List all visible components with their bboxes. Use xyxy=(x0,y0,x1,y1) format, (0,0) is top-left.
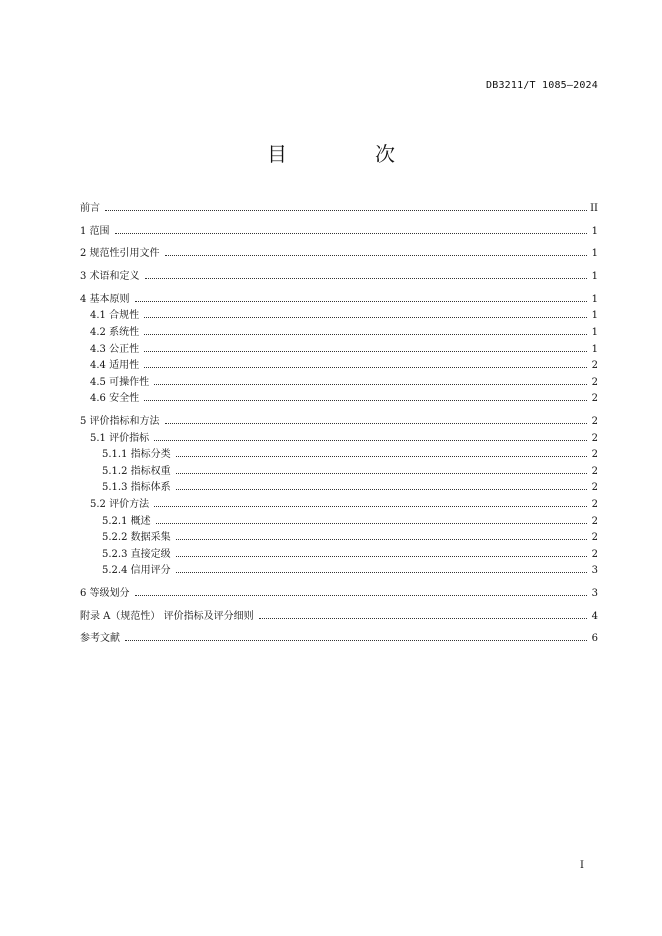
toc-entry-label: 4.5 可操作性 xyxy=(90,376,150,388)
toc-entry-label: 5.1.2 指标权重 xyxy=(102,465,171,477)
toc-leader-dots xyxy=(154,375,587,385)
toc-leader-dots xyxy=(176,530,587,540)
toc-entry-label: 3 术语和定义 xyxy=(80,271,140,283)
document-code: DB3211/T 1085—2024 xyxy=(486,80,598,91)
toc-leader-dots xyxy=(176,563,587,573)
toc-entry-page: 1 xyxy=(591,310,598,322)
toc-entry-label: 5.1 评价指标 xyxy=(90,432,150,444)
toc-leader-dots xyxy=(144,358,587,368)
toc-entry[interactable] xyxy=(80,631,598,648)
toc-entry[interactable] xyxy=(80,547,598,564)
toc-entry-label: 4 基本原则 xyxy=(80,293,130,305)
toc-entry[interactable] xyxy=(80,530,598,547)
toc-entry[interactable] xyxy=(80,447,598,464)
page-number: I xyxy=(580,860,584,871)
toc-leader-dots xyxy=(135,586,587,596)
toc-entry-label: 附录 A（规范性） 评价指标及评分细则 xyxy=(80,610,254,622)
toc-entry-label: 前言 xyxy=(80,203,100,214)
toc-entry-label: 5.2.1 概述 xyxy=(102,515,151,527)
toc-entry-page: 4 xyxy=(591,610,598,622)
toc-entry-page: 3 xyxy=(591,565,598,577)
toc-entry-page: 2 xyxy=(591,432,598,444)
toc-entry-page: 2 xyxy=(591,532,598,544)
toc-entry[interactable] xyxy=(80,464,598,481)
toc-entry-page: 2 xyxy=(591,376,598,388)
toc-leader-dots xyxy=(135,292,587,302)
toc-entry-label: 5.2 评价方法 xyxy=(90,498,150,510)
toc-entry-label: 1 范围 xyxy=(80,225,110,237)
toc-entry[interactable] xyxy=(80,431,598,448)
toc-entry-label: 5.2.2 数据采集 xyxy=(102,532,171,544)
toc-entry-page: 2 xyxy=(591,515,598,527)
toc-entry[interactable] xyxy=(80,246,598,263)
toc-leader-dots xyxy=(144,391,587,401)
toc-entry[interactable] xyxy=(80,497,598,514)
toc-entry[interactable] xyxy=(80,325,598,342)
toc-entry-label: 5.2.4 信用评分 xyxy=(102,565,171,577)
toc-leader-dots xyxy=(259,609,587,619)
toc-entry[interactable] xyxy=(80,586,598,603)
toc-entry[interactable] xyxy=(80,292,598,309)
page-title: 目 次 xyxy=(267,142,429,166)
toc-entry-label: 4.4 适用性 xyxy=(90,360,140,372)
toc-entry-page: 2 xyxy=(591,449,598,461)
toc-entry-page: 2 xyxy=(591,548,598,560)
toc-entry-page: 2 xyxy=(591,393,598,405)
toc-leader-dots xyxy=(176,464,587,474)
toc-entry-label: 5.1.1 指标分类 xyxy=(102,449,171,461)
table-of-contents xyxy=(80,201,598,648)
toc-entry[interactable] xyxy=(80,342,598,359)
toc-entry-label: 4.1 合规性 xyxy=(90,310,140,322)
toc-leader-dots xyxy=(115,224,587,234)
toc-leader-dots xyxy=(145,269,587,279)
toc-leader-dots xyxy=(144,342,587,352)
toc-entry-page: 3 xyxy=(591,588,598,600)
toc-entry[interactable] xyxy=(80,308,598,325)
toc-entry-page: 2 xyxy=(591,416,598,427)
toc-entry-page: 1 xyxy=(591,343,598,355)
toc-entry-page: 2 xyxy=(591,498,598,510)
toc-entry-page: 1 xyxy=(591,225,598,237)
toc-entry-page: 1 xyxy=(591,248,598,260)
toc-entry[interactable] xyxy=(80,563,598,580)
toc-entry-label: 5.1.3 指标体系 xyxy=(102,482,171,494)
toc-entry-label: 6 等级划分 xyxy=(80,588,130,600)
toc-entry[interactable] xyxy=(80,609,598,626)
toc-leader-dots xyxy=(176,447,587,457)
toc-entry[interactable] xyxy=(80,224,598,241)
toc-entry[interactable] xyxy=(80,269,598,286)
toc-entry-page: 1 xyxy=(591,326,598,338)
toc-entry-label: 4.2 系统性 xyxy=(90,326,140,338)
toc-entry[interactable] xyxy=(80,480,598,497)
toc-entry-label: 5 评价指标和方法 xyxy=(80,416,160,427)
toc-leader-dots xyxy=(144,325,587,335)
toc-entry-label: 4.3 公正性 xyxy=(90,343,140,355)
toc-entry-page: 2 xyxy=(591,465,598,477)
toc-entry[interactable] xyxy=(80,391,598,408)
toc-entry-page: 1 xyxy=(591,293,598,305)
toc-leader-dots xyxy=(154,497,587,507)
toc-entry-label: 4.6 安全性 xyxy=(90,393,140,405)
toc-entry[interactable] xyxy=(80,414,598,431)
toc-entry[interactable] xyxy=(80,201,598,218)
toc-entry-page: II xyxy=(590,203,598,214)
toc-leader-dots xyxy=(165,246,587,256)
toc-entry-label: 5.2.3 直接定级 xyxy=(102,548,171,560)
toc-leader-dots xyxy=(125,631,587,641)
toc-leader-dots xyxy=(105,201,587,211)
toc-leader-dots xyxy=(165,414,587,424)
toc-entry[interactable] xyxy=(80,514,598,531)
toc-entry-page: 1 xyxy=(591,271,598,283)
toc-entry[interactable] xyxy=(80,375,598,392)
toc-entry-page: 2 xyxy=(591,360,598,372)
toc-leader-dots xyxy=(176,480,587,490)
toc-leader-dots xyxy=(154,431,587,441)
toc-entry-label: 参考文献 xyxy=(80,633,120,645)
toc-entry-label: 2 规范性引用文件 xyxy=(80,248,160,260)
toc-entry-page: 6 xyxy=(591,633,598,645)
toc-leader-dots xyxy=(156,514,587,524)
toc-entry[interactable] xyxy=(80,358,598,375)
toc-leader-dots xyxy=(144,308,587,318)
toc-leader-dots xyxy=(176,547,587,557)
toc-entry-page: 2 xyxy=(591,482,598,494)
